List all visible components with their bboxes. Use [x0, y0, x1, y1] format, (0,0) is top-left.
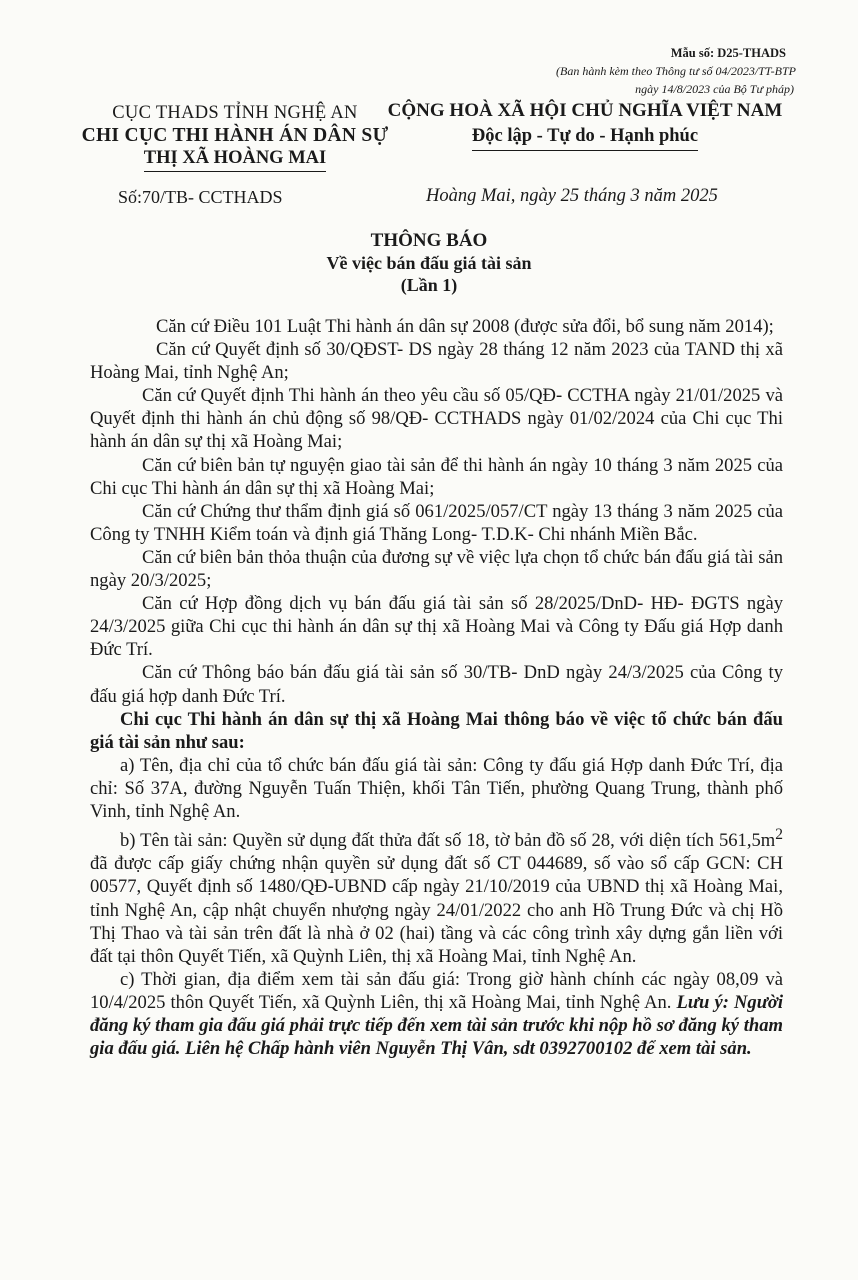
document-number: Số:70/TB- CCTHADS [118, 187, 283, 207]
viewing-text: c) Thời gian, địa điểm xem tài sản đấu giá: Trong giờ hành chính các ngày 08,09 và 10/4/2025 thôn Quyết Tiến, xã Quỳnh Liên, thị xã Hoàng Mai, tỉnh Nghệ An. [90, 968, 783, 1013]
document-date: Hoàng Mai, ngày 25 tháng 3 năm 2025 [426, 186, 718, 206]
asset-text-2: đã được cấp giấy chứng nhận quyền sử dụng đất số CT 044689, số vào sổ cấp GCN: CH 00577, Quyết định số 1480/QĐ-UBND cấp ngày 21/10/2019 của UBND thị xã Hoàng Mai, tỉnh Nghệ An, cập nhật chuyển nhượng ngày 24/01/2022 cho anh Hồ Trung Đức và chị Hồ Thị Thao và tài sản trên đất là nhà ở 02 (hai) tầng và các công trình xây dựng gắn liền với đất tại thôn Quyết Tiến, xã Quỳnh Liên, thị xã Hoàng Mai, tỉnh Nghệ An. [90, 853, 783, 967]
form-note-line2: ngày 14/8/2023 của Bộ Tư pháp) [635, 82, 794, 96]
paragraph-legal-basis-2: Căn cứ Quyết định số 30/QĐST- DS ngày 28 tháng 12 năm 2023 của TAND thị xã Hoàng Mai, tỉnh Nghệ An; [90, 339, 783, 384]
document-round: (Lần 1) [400, 275, 458, 295]
form-code: Mẫu số: D25-THADS [670, 46, 786, 60]
viewing-note: Lưu ý: Người đăng ký tham gia đấu giá phải trực tiếp đến xem tài sản trước khi nộp hồ sơ đăng ký tham gia đấu giá. Liên hệ Chấp hành viên Nguyễn Thị Vân, sdt 0392700102 để xem tài sản. [90, 991, 783, 1060]
document-body [90, 315, 783, 1060]
nation-name: CỘNG HOÀ XÃ HỘI CHỦ NGHĨA VIỆT NAM [387, 100, 783, 121]
paragraph-legal-basis-7: Căn cứ Hợp đồng dịch vụ bán đấu giá tài sản số 28/2025/DnD- HĐ- ĐGTS ngày 24/3/2025 giữa Chi cục thi hành án dân sự thị xã Hoàng Mai và Công ty Đấu giá Hợp danh Đức Trí. [90, 593, 783, 661]
paragraph-legal-basis-3: Căn cứ Quyết định Thi hành án theo yêu cầu số 05/QĐ- CCTHA ngày 21/01/2025 và Quyết định thi hành án chủ động số 98/QĐ- CCTHADS ngày 01/02/2024 của Chi cục Thi hành án dân sự thị xã Hoàng Mai; [90, 385, 783, 453]
paragraph-viewing [90, 968, 783, 1060]
paragraph-legal-basis-1: Căn cứ Điều 101 Luật Thi hành án dân sự 2008 (được sửa đổi, bổ sung năm 2014); [156, 316, 774, 337]
document-title: THÔNG BÁO [370, 230, 488, 251]
asset-text-1: b) Tên tài sản: Quyền sử dụng đất thửa đất số 18, tờ bản đồ số 28, với diện tích 561,5m [120, 830, 776, 852]
paragraph-legal-basis-6: Căn cứ biên bản thỏa thuận của đương sự về việc lựa chọn tổ chức bán đấu giá tài sản ngày 20/3/2025; [90, 546, 783, 592]
agency-line3: THỊ XÃ HOÀNG MAI [144, 148, 326, 172]
nation-motto: Độc lập - Tự do - Hạnh phúc [472, 126, 698, 151]
paragraph-asset [90, 823, 783, 968]
document-subtitle: Về việc bán đấu giá tài sản [326, 253, 532, 273]
paragraph-legal-basis-4: Căn cứ biên bản tự nguyện giao tài sản để thi hành án ngày 10 tháng 3 năm 2025 của Chi cục Thi hành án dân sự thị xã Hoàng Mai; [90, 454, 783, 499]
paragraph-announcement: Chi cục Thi hành án dân sự thị xã Hoàng Mai thông báo về việc tổ chức bán đấu giá tài sản như sau: [90, 708, 783, 753]
paragraph-legal-basis-5: Căn cứ Chứng thư thẩm định giá số 061/2025/057/CT ngày 13 tháng 3 năm 2025 của Công ty TNHH Kiểm toán và định giá Thăng Long- T.D.K- Chi nhánh Miền Bắc. [90, 500, 783, 545]
nation-header [385, 100, 785, 151]
paragraph-auction-org: a) Tên, địa chỉ của tổ chức bán đấu giá tài sản: Công ty đấu giá Hợp danh Đức Trí, địa chỉ: Số 37A, đường Nguyễn Tuấn Thiện, khối Tân Tiến, phường Quang Trung, thành phố Vinh, tỉnh Nghệ An. [90, 754, 783, 822]
paragraph-legal-basis-8: Căn cứ Thông báo bán đấu giá tài sản số 30/TB- DnD ngày 24/3/2025 của Công ty đấu giá hợp danh Đức Trí. [90, 662, 783, 707]
area-unit-superscript: 2 [775, 826, 783, 844]
agency-line2: CHI CỤC THI HÀNH ÁN DÂN SỰ [81, 125, 389, 146]
form-note-line1: (Ban hành kèm theo Thông tư số 04/2023/TT-BTP [556, 64, 796, 78]
agency-header [60, 103, 410, 172]
agency-line1: CỤC THADS TỈNH NGHỆ AN [112, 103, 358, 123]
